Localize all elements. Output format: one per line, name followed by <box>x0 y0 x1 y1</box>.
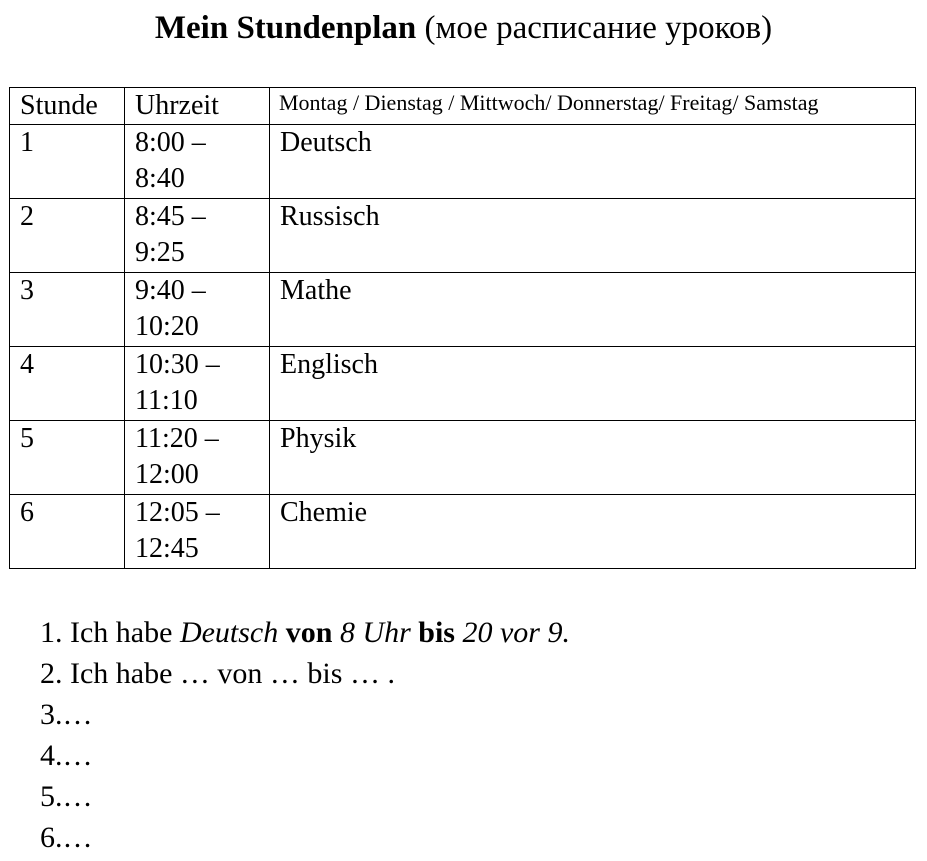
lesson-time <box>125 125 270 199</box>
exercise-line-5: 5.… <box>40 780 93 813</box>
time-start: 11:20 – <box>135 423 219 454</box>
title-main: Mein Stundenplan <box>154 10 417 46</box>
lesson-time <box>125 421 270 495</box>
lesson-subject: Englisch <box>270 347 916 421</box>
table-row <box>10 347 916 421</box>
header-stunde: Stunde <box>10 88 125 125</box>
keyword-bis: bis <box>410 616 455 649</box>
table-row <box>10 273 916 347</box>
line-text: Ich habe <box>70 616 180 649</box>
lesson-time <box>125 347 270 421</box>
example-start-time: 8 Uhr <box>332 616 411 649</box>
time-end: 8:40 <box>135 163 185 194</box>
time-end: 9:25 <box>135 237 185 268</box>
header-days: Montag / Dienstag / Mittwoch/ Donnerstag/ Freitag/ Samstag <box>270 88 916 125</box>
header-uhrzeit: Uhrzeit <box>125 88 270 125</box>
time-end: 12:45 <box>135 533 199 564</box>
exercise-line-1 <box>40 612 570 653</box>
lesson-subject: Physik <box>270 421 916 495</box>
example-subject: Deutsch <box>179 616 279 649</box>
time-end: 11:10 <box>135 385 198 416</box>
example-end-time: 20 vor 9. <box>454 616 570 649</box>
lesson-subject: Deutsch <box>270 125 916 199</box>
time-start: 9:40 – <box>135 275 206 306</box>
exercise-line-2: 2. Ich habe … von … bis … . <box>40 657 395 690</box>
document-title <box>0 8 927 48</box>
time-start: 8:00 – <box>135 127 206 158</box>
lesson-number: 5 <box>10 421 125 495</box>
lesson-time <box>125 273 270 347</box>
exercise-line-6: 6.… <box>40 821 93 854</box>
lesson-number: 3 <box>10 273 125 347</box>
exercise-list <box>40 612 570 858</box>
lesson-number: 6 <box>10 495 125 569</box>
lesson-number: 1 <box>10 125 125 199</box>
exercise-line-3: 3.… <box>40 698 93 731</box>
schedule-table <box>9 87 916 569</box>
lesson-time <box>125 199 270 273</box>
line-number: 1. <box>40 616 70 649</box>
lesson-subject: Chemie <box>270 495 916 569</box>
time-end: 12:00 <box>135 459 199 490</box>
table-row <box>10 421 916 495</box>
table-row <box>10 199 916 273</box>
keyword-von: von <box>278 616 333 649</box>
title-translation: (мое расписание уроков) <box>416 10 773 46</box>
time-start: 10:30 – <box>135 349 220 380</box>
lesson-number: 2 <box>10 199 125 273</box>
time-end: 10:20 <box>135 311 199 342</box>
table-header-row <box>10 88 916 125</box>
table-row <box>10 125 916 199</box>
exercise-line-4: 4.… <box>40 739 93 772</box>
time-start: 8:45 – <box>135 201 206 232</box>
time-start: 12:05 – <box>135 497 220 528</box>
lesson-subject: Mathe <box>270 273 916 347</box>
table-row <box>10 495 916 569</box>
lesson-number: 4 <box>10 347 125 421</box>
lesson-time <box>125 495 270 569</box>
lesson-subject: Russisch <box>270 199 916 273</box>
